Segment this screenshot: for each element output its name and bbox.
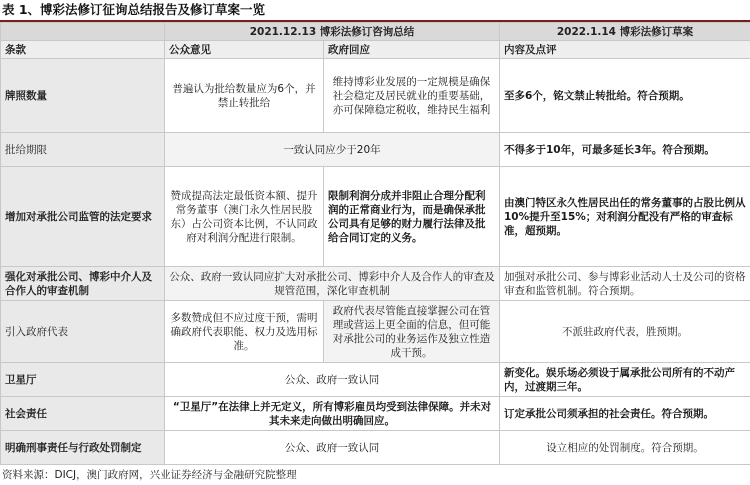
row-gov: 限制利润分成并非阻止合理分配利润的正常商业行为，而是确保承批公司具有足够的财力履行法律及批给合同订定的义务。: [324, 167, 500, 267]
source-note: 资料来源：DICJ，澳门政府网，兴业证券经济与金融研究院整理: [2, 469, 297, 481]
table-row: [1, 301, 750, 363]
row-public: 赞成提高法定最低资本额、提升常务董事（澳门永久性居民股东）占公司资本比例，不认同政府对利润分配进行限制。: [165, 167, 324, 267]
row-gov: 维持博彩业发展的一定规模是确保社会稳定及居民就业的重要基础，亦可保障稳定税收，维持民生福利: [324, 59, 500, 133]
row-item: 增加对承批公司监管的法定要求: [1, 167, 165, 267]
row-public: 普遍认为批给数量应为6个，并禁止转批给: [165, 59, 324, 133]
header-item: 条款: [1, 41, 165, 59]
header-content: 内容及点评: [500, 41, 750, 59]
table-row: [1, 59, 750, 133]
table-row: [1, 397, 750, 431]
header-public: 公众意见: [165, 41, 324, 59]
table-title: 表 1、博彩法修订征询总结报告及修订草案一览: [2, 2, 266, 17]
row-merged: 公众、政府一致认同: [165, 431, 500, 465]
row-item: 明确刑事责任与行政处罚制定: [1, 431, 165, 465]
header-row-groups: [1, 23, 750, 41]
row-item: 社会责任: [1, 397, 165, 431]
header-consult-group: 2021.12.13 博彩法修订咨询总结: [165, 23, 500, 41]
row-content: 加强对承批公司、参与博彩业活动人士及公司的资格审查和监管机制。符合预期。: [500, 267, 750, 301]
row-public: 多数赞成但不应过度干预，需明确政府代表职能、权力及选用标准。: [165, 301, 324, 363]
row-item: 牌照数量: [1, 59, 165, 133]
table-row: [1, 363, 750, 397]
table-row: [1, 267, 750, 301]
row-item: 批给期限: [1, 133, 165, 167]
table-row: [1, 167, 750, 267]
header-gov: 政府回应: [324, 41, 500, 59]
row-merged: 公众、政府一致认同应扩大对承批公司、博彩中介人及合作人的审查及规管范围，深化审查机制: [165, 267, 500, 301]
table-row: [1, 133, 750, 167]
row-item: 卫星厅: [1, 363, 165, 397]
row-item: 强化对承批公司、博彩中介人及合作人的审查机制: [1, 267, 165, 301]
row-item: 引入政府代表: [1, 301, 165, 363]
row-content: 由澳门特区永久性居民出任的常务董事的占股比例从10%提升至15%；对利润分配没有严格的审查标准，超预期。: [500, 167, 750, 267]
row-content: 不派驻政府代表，胜预期。: [500, 301, 750, 363]
row-content: 不得多于10年，可最多延长3年。符合预期。: [500, 133, 750, 167]
header-draft-group: 2022.1.14 博彩法修订草案: [500, 23, 750, 41]
row-merged: 一致认同应少于20年: [165, 133, 500, 167]
row-content: 订定承批公司须承担的社会责任。符合预期。: [500, 397, 750, 431]
row-content: 至多6个，铭文禁止转批给。符合预期。: [500, 59, 750, 133]
header-row-columns: [1, 41, 750, 59]
row-merged: 公众、政府一致认同: [165, 363, 500, 397]
row-content: 设立相应的处罚制度。符合预期。: [500, 431, 750, 465]
comparison-table: [0, 22, 750, 465]
row-gov: 政府代表尽管能直接掌握公司在管理或营运上更全面的信息，但可能对承批公司的业务运作及独立性造成干预。: [324, 301, 500, 363]
row-merged: “卫星厅”在法律上并无定义，所有博彩雇员均受到法律保障。并未对其未来走向做出明确回应。: [165, 397, 500, 431]
table-row: [1, 431, 750, 465]
header-empty-cell: [1, 23, 165, 41]
row-content: 新变化。娱乐场必须设于属承批公司所有的不动产内，过渡期三年。: [500, 363, 750, 397]
